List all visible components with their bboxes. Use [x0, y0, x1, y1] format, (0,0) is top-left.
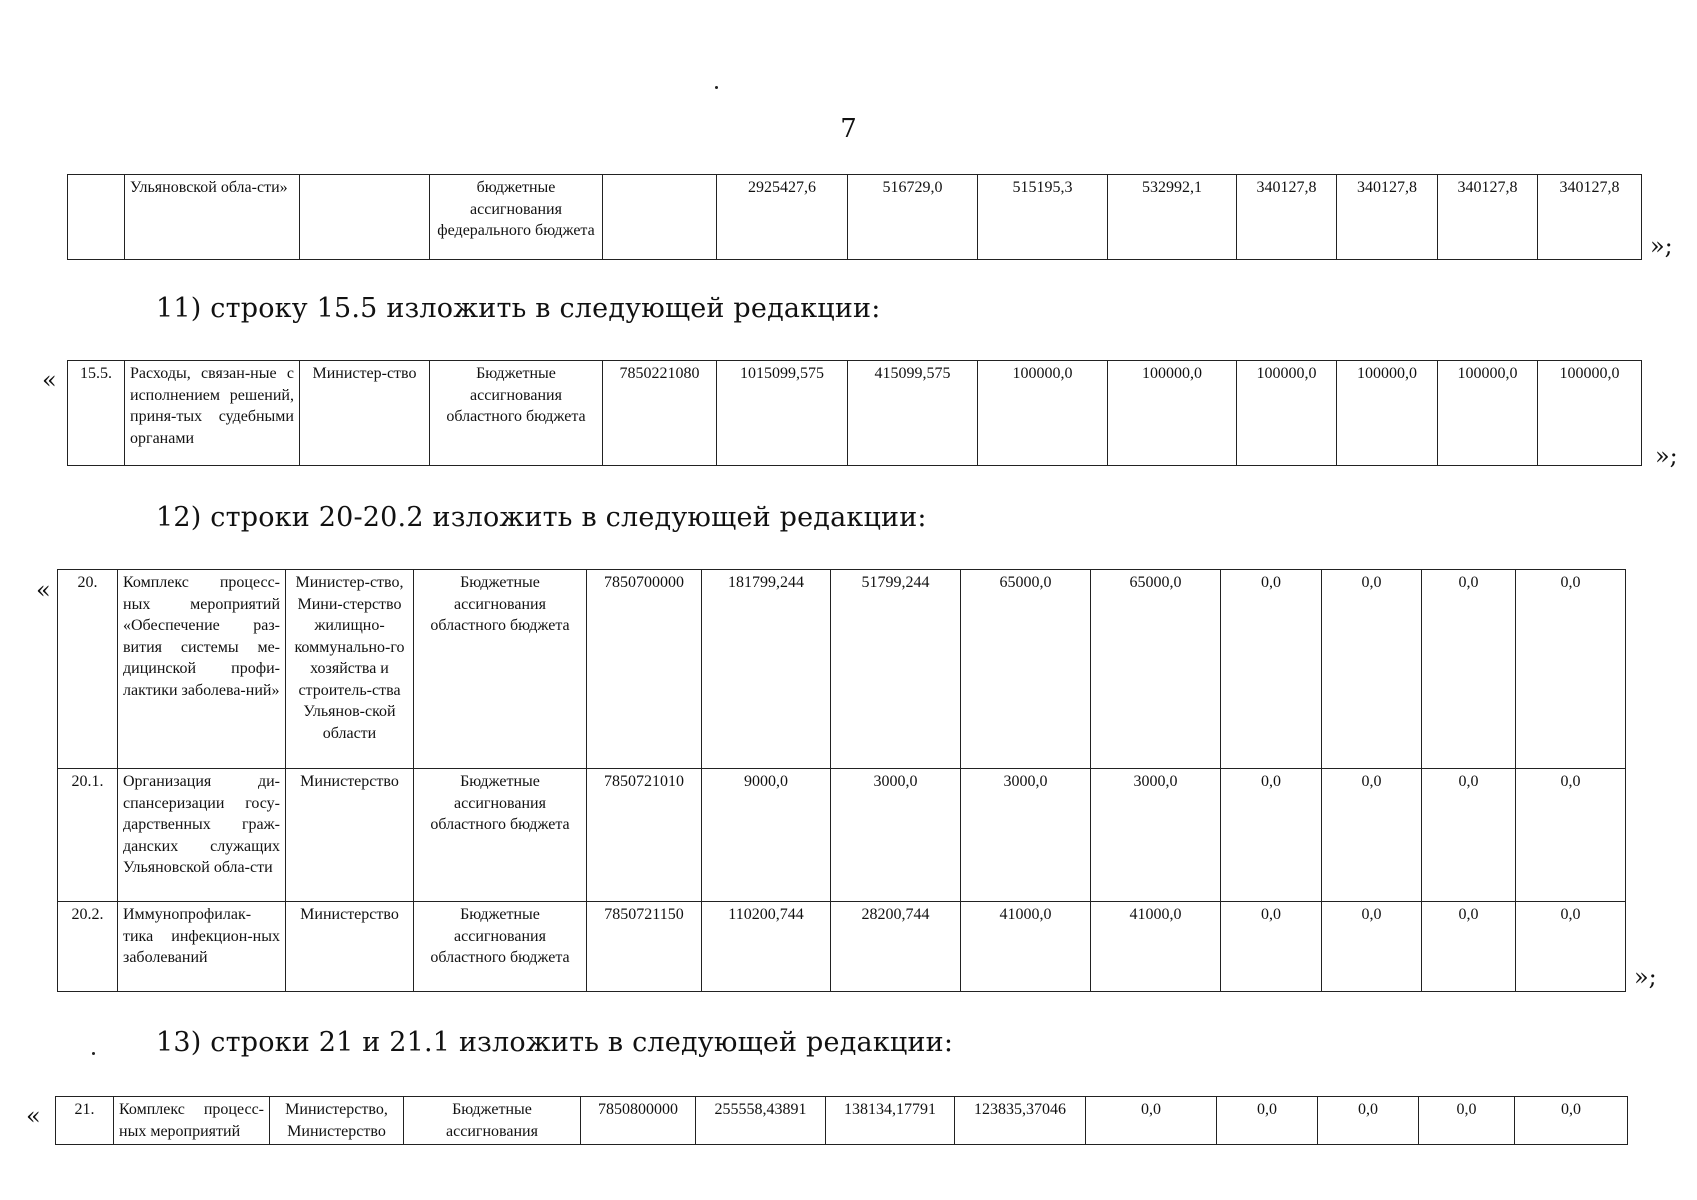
table-continuation — [67, 174, 1642, 260]
value-cell: 3000,0 — [961, 769, 1091, 902]
value-cell: 1015099,575 — [717, 361, 848, 466]
value-cell: 0,0 — [1516, 769, 1626, 902]
value-cell: 0,0 — [1422, 902, 1516, 992]
value-cell: 0,0 — [1516, 570, 1626, 769]
num-cell: 15.5. — [68, 361, 125, 466]
quote-close: »; — [1655, 442, 1678, 470]
heading-12: 12) строки 20-20.2 изложить в следующей редакции: — [156, 502, 927, 533]
code-cell — [603, 175, 717, 260]
value-cell: 110200,744 — [702, 902, 831, 992]
value-cell: 0,0 — [1322, 570, 1422, 769]
num-cell: 20. — [58, 570, 118, 769]
value-cell: 100000,0 — [978, 361, 1108, 466]
name-cell: Иммунопрофилак-тика инфекцион-ных заболеваний — [118, 902, 286, 992]
value-cell: 0,0 — [1217, 1097, 1318, 1145]
source-cell: Бюджетные ассигнования — [404, 1097, 581, 1145]
value-cell: 65000,0 — [1091, 570, 1221, 769]
value-cell: 0,0 — [1516, 902, 1626, 992]
responsible-cell — [300, 175, 430, 260]
code-cell: 7850700000 — [587, 570, 702, 769]
value-cell: 100000,0 — [1337, 361, 1438, 466]
value-cell: 0,0 — [1422, 570, 1516, 769]
num-cell — [68, 175, 125, 260]
responsible-cell: Министерство — [286, 902, 414, 992]
value-cell: 0,0 — [1221, 902, 1322, 992]
source-cell: Бюджетные ассигнования областного бюджета — [414, 769, 587, 902]
value-cell: 100000,0 — [1538, 361, 1642, 466]
table-row — [58, 902, 1626, 992]
responsible-cell: Министер-ство, Мини-стерство жилищно-коммунально-го хозяйства и строитель-ства Ульянов-ской области — [286, 570, 414, 769]
name-cell: Комплекс процесс-ных мероприятий — [114, 1097, 270, 1145]
value-cell: 0,0 — [1419, 1097, 1515, 1145]
value-cell: 181799,244 — [702, 570, 831, 769]
value-cell: 123835,37046 — [955, 1097, 1086, 1145]
value-cell: 415099,575 — [848, 361, 978, 466]
value-cell: 0,0 — [1221, 570, 1322, 769]
value-cell: 255558,43891 — [696, 1097, 826, 1145]
code-cell: 7850800000 — [581, 1097, 696, 1145]
quote-open: « — [42, 366, 57, 394]
value-cell: 0,0 — [1221, 769, 1322, 902]
value-cell: 0,0 — [1322, 769, 1422, 902]
num-cell: 21. — [56, 1097, 114, 1145]
value-cell: 138134,17791 — [826, 1097, 955, 1145]
value-cell: 65000,0 — [961, 570, 1091, 769]
responsible-cell: Министерство, Министерство — [270, 1097, 404, 1145]
table-row — [58, 769, 1626, 902]
code-cell: 7850721150 — [587, 902, 702, 992]
table-row — [56, 1097, 1628, 1145]
value-cell: 340127,8 — [1438, 175, 1538, 260]
value-cell: 340127,8 — [1337, 175, 1438, 260]
source-cell: Бюджетные ассигнования областного бюджета — [414, 902, 587, 992]
value-cell: 0,0 — [1515, 1097, 1628, 1145]
value-cell: 0,0 — [1422, 769, 1516, 902]
source-cell: Бюджетные ассигнования областного бюджета — [430, 361, 603, 466]
table-row — [68, 361, 1642, 466]
value-cell: 41000,0 — [1091, 902, 1221, 992]
value-cell: 515195,3 — [978, 175, 1108, 260]
responsible-cell: Министер-ство — [300, 361, 430, 466]
source-cell: бюджетные ассигнования федерального бюджета — [430, 175, 603, 260]
value-cell: 340127,8 — [1538, 175, 1642, 260]
scan-dot — [92, 1052, 95, 1055]
value-cell: 41000,0 — [961, 902, 1091, 992]
name-cell: Организация ди-спансеризации госу-дарственных граж-данских служащих Ульяновской обла-сти — [118, 769, 286, 902]
page-number: 7 — [840, 114, 857, 144]
table-rows-20 — [57, 569, 1626, 992]
value-cell: 0,0 — [1318, 1097, 1419, 1145]
quote-open: « — [36, 576, 51, 604]
table-row — [58, 570, 1626, 769]
code-cell: 7850721010 — [587, 769, 702, 902]
quote-open: « — [26, 1102, 41, 1130]
heading-13: 13) строки 21 и 21.1 изложить в следующей редакции: — [156, 1027, 954, 1058]
value-cell: 516729,0 — [848, 175, 978, 260]
value-cell: 100000,0 — [1237, 361, 1337, 466]
code-cell: 7850221080 — [603, 361, 717, 466]
name-cell: Комплекс процесс-ных мероприятий «Обеспечение раз-вития системы ме-дицинской профи-лактики заболева-ний» — [118, 570, 286, 769]
value-cell: 9000,0 — [702, 769, 831, 902]
table-row-21 — [55, 1096, 1628, 1145]
table-row — [68, 175, 1642, 260]
value-cell: 0,0 — [1322, 902, 1422, 992]
num-cell: 20.2. — [58, 902, 118, 992]
value-cell: 2925427,6 — [717, 175, 848, 260]
scan-dot — [715, 86, 718, 89]
source-cell: Бюджетные ассигнования областного бюджета — [414, 570, 587, 769]
value-cell: 51799,244 — [831, 570, 961, 769]
value-cell: 3000,0 — [831, 769, 961, 902]
value-cell: 340127,8 — [1237, 175, 1337, 260]
quote-close: »; — [1634, 963, 1657, 991]
value-cell: 0,0 — [1086, 1097, 1217, 1145]
value-cell: 3000,0 — [1091, 769, 1221, 902]
name-cell: Расходы, связан-ные с исполнением решений, приня-тых судебными органами — [125, 361, 300, 466]
num-cell: 20.1. — [58, 769, 118, 902]
value-cell: 532992,1 — [1108, 175, 1237, 260]
value-cell: 100000,0 — [1438, 361, 1538, 466]
responsible-cell: Министерство — [286, 769, 414, 902]
heading-11: 11) строку 15.5 изложить в следующей редакции: — [156, 293, 881, 324]
quote-close: »; — [1650, 232, 1673, 260]
table-row-15-5 — [67, 360, 1642, 466]
value-cell: 28200,744 — [831, 902, 961, 992]
name-cell: Ульяновской обла-сти» — [125, 175, 300, 260]
value-cell: 100000,0 — [1108, 361, 1237, 466]
